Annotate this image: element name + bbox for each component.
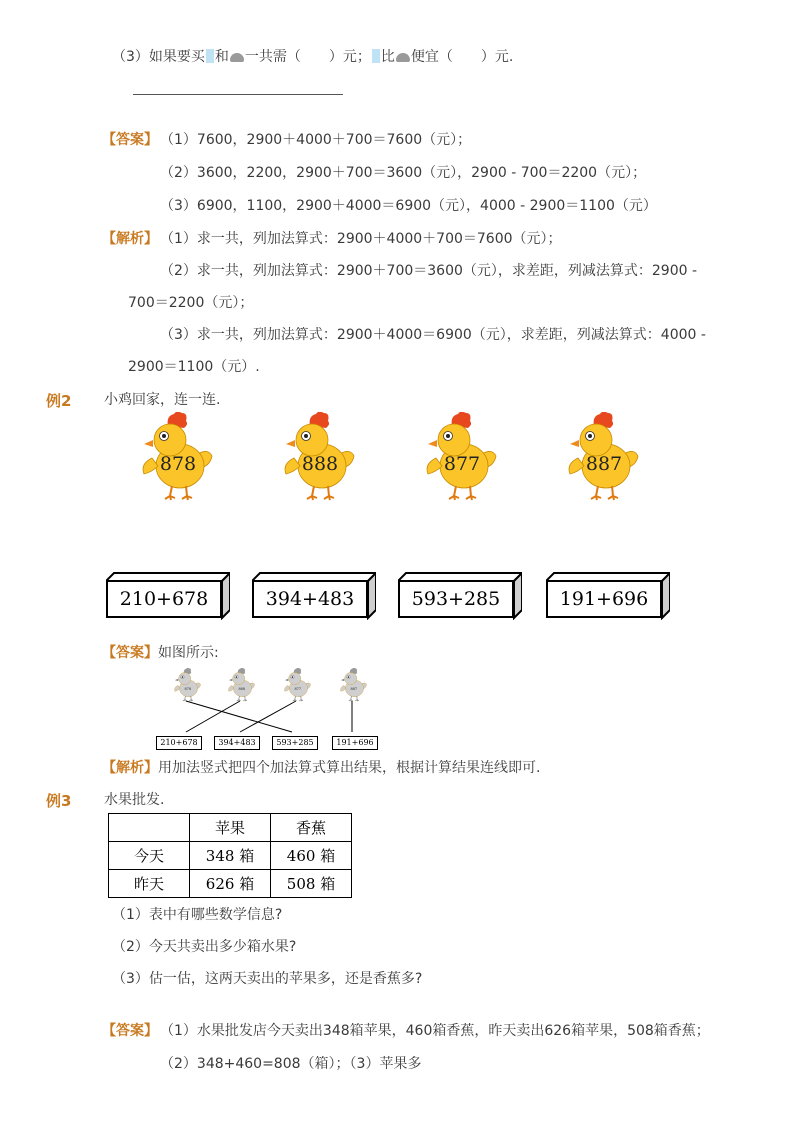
chick-number: 888 bbox=[238, 686, 245, 691]
mini-chick-888 bbox=[226, 668, 256, 702]
chick-pupil bbox=[588, 434, 592, 438]
answer3-label: 【答案】 bbox=[102, 1023, 158, 1039]
chick-leg bbox=[237, 696, 241, 701]
chick-head bbox=[289, 673, 301, 685]
table-cell: 460 箱 bbox=[271, 842, 352, 870]
table-row bbox=[109, 842, 352, 870]
chick-pupil bbox=[292, 676, 294, 678]
box-expression: 394+483 bbox=[252, 580, 368, 618]
chick-head bbox=[154, 424, 186, 456]
box-expression: 191+696 bbox=[546, 580, 662, 618]
chick-wing bbox=[341, 685, 347, 691]
chick-number: 878 bbox=[184, 686, 191, 691]
item-a-icon bbox=[206, 49, 214, 63]
chick-beak bbox=[285, 679, 288, 682]
chick-head bbox=[233, 673, 245, 685]
chick-pupil bbox=[446, 434, 450, 438]
analysis1-line-1: （1）求一共，列加法算式：2900＋4000＋700＝7600（元）； bbox=[160, 231, 562, 247]
chick-wing bbox=[175, 685, 181, 691]
house-box-3[interactable] bbox=[398, 572, 518, 618]
house-box-4[interactable] bbox=[546, 572, 666, 618]
chick-beak bbox=[286, 440, 295, 447]
example-3-label: 例3 bbox=[46, 792, 72, 810]
analysis2-text: 用加法竖式把四个加法算式算出结果，根据计算结果连线即可. bbox=[158, 760, 541, 776]
chick-pupil bbox=[236, 676, 238, 678]
answer3-line-1: （1）水果批发店今天卖出348箱苹果，460箱香蕉，昨天卖出626箱苹果，508箱香蕉； bbox=[160, 1023, 710, 1039]
connector-877 bbox=[240, 701, 296, 732]
chick-head bbox=[345, 673, 357, 685]
table-cell: 今天 bbox=[109, 842, 190, 870]
answer3-line-2: （2）348+460=808（箱）；（3）苹果多 bbox=[160, 1056, 422, 1072]
q3-question: （3）如果要买 和 一共需（ ）元； 比 便宜（ ）元. bbox=[112, 49, 514, 65]
chick-wing bbox=[143, 458, 158, 474]
mini-box-3: 593+285 bbox=[272, 736, 318, 750]
chick-leg bbox=[591, 486, 601, 500]
chick-beak bbox=[341, 679, 344, 682]
chick-pupil bbox=[162, 434, 166, 438]
chick-leg bbox=[165, 486, 175, 500]
chick-number: 877 bbox=[443, 453, 481, 475]
table-header-apple: 苹果 bbox=[190, 814, 271, 842]
analysis1-line-3: 700＝2200（元）； bbox=[128, 295, 254, 311]
house-box-1[interactable] bbox=[106, 572, 226, 618]
answer1-line-3: （3）6900，1100，2900＋4000＝6900（元），4000 - 2900＝1100（元） bbox=[160, 198, 657, 214]
table-header-row bbox=[109, 814, 352, 842]
chick-pupil bbox=[348, 676, 350, 678]
chick-wing bbox=[569, 458, 584, 474]
chick-878[interactable] bbox=[138, 412, 214, 502]
example3-question-2: （2）今天共卖出多少箱水果? bbox=[112, 939, 297, 955]
analysis2-label: 【解析】 bbox=[102, 760, 158, 776]
chick-877[interactable] bbox=[422, 412, 498, 502]
mini-box-4: 191+696 bbox=[332, 736, 378, 750]
chick-number: 878 bbox=[159, 453, 197, 475]
chick-beak bbox=[144, 440, 153, 447]
chick-head bbox=[179, 673, 191, 685]
chick-wing bbox=[285, 458, 300, 474]
box-expression: 210+678 bbox=[106, 580, 222, 618]
chick-head bbox=[580, 424, 612, 456]
analysis1-line-5: 2900＝1100（元）. bbox=[128, 359, 260, 375]
chick-wing bbox=[427, 458, 442, 474]
answer2-text: 如图所示: bbox=[158, 645, 219, 661]
item-b-icon bbox=[396, 53, 410, 62]
example-2-label: 例2 bbox=[46, 392, 72, 410]
chick-head bbox=[296, 424, 328, 456]
chick-beak bbox=[428, 440, 437, 447]
example-3-prompt: 水果批发. bbox=[104, 792, 165, 808]
chick-beak bbox=[570, 440, 579, 447]
mini-chick-877 bbox=[282, 668, 312, 702]
chick-leg bbox=[307, 486, 317, 500]
chick-887[interactable] bbox=[564, 412, 640, 502]
chick-number: 887 bbox=[350, 686, 357, 691]
chick-888[interactable] bbox=[280, 412, 356, 502]
chick-number: 877 bbox=[294, 686, 301, 691]
chick-head bbox=[438, 424, 470, 456]
table-cell: 508 箱 bbox=[271, 870, 352, 898]
chick-leg bbox=[183, 696, 187, 701]
item-b-icon bbox=[230, 53, 244, 62]
chick-number: 887 bbox=[585, 453, 623, 475]
mini-chick-887 bbox=[338, 668, 368, 702]
example-2-prompt: 小鸡回家，连一连. bbox=[104, 392, 221, 408]
table-row bbox=[109, 870, 352, 898]
chick-wing bbox=[285, 685, 291, 691]
mini-box-1: 210+678 bbox=[156, 736, 202, 750]
answer-figure bbox=[150, 664, 390, 754]
answer1-line-2: （2）3600，2200，2900＋700＝3600（元），2900 - 700＝2200（元）； bbox=[160, 165, 647, 181]
table-cell: 626 箱 bbox=[190, 870, 271, 898]
chick-beak bbox=[229, 679, 232, 682]
chick-wing bbox=[229, 685, 235, 691]
table-cell: 348 箱 bbox=[190, 842, 271, 870]
answer2-label: 【答案】 bbox=[102, 645, 158, 661]
table-header-banana: 香蕉 bbox=[271, 814, 352, 842]
answer-label: 【答案】 bbox=[102, 132, 158, 148]
table-cell: 昨天 bbox=[109, 870, 190, 898]
item-a-icon bbox=[372, 49, 380, 63]
chick-leg bbox=[349, 696, 353, 701]
chick-pupil bbox=[182, 676, 184, 678]
analysis-label: 【解析】 bbox=[102, 231, 158, 247]
connector-888 bbox=[186, 701, 240, 732]
chick-leg bbox=[293, 696, 297, 701]
analysis1-line-4: （3）求一共，列加法算式：2900＋4000＝6900（元），求差距，列减法算式：4000 - bbox=[160, 327, 706, 343]
chick-leg bbox=[449, 486, 459, 500]
example3-question-1: （1）表中有哪些数学信息? bbox=[112, 907, 283, 923]
house-box-2[interactable] bbox=[252, 572, 372, 618]
chick-beak bbox=[175, 679, 178, 682]
chick-pupil bbox=[304, 434, 308, 438]
box-expression: 593+285 bbox=[398, 580, 514, 618]
fruit-table bbox=[108, 813, 352, 898]
connector-878 bbox=[186, 701, 292, 732]
mini-chick-878 bbox=[172, 668, 202, 702]
analysis1-line-2: （2）求一共，列加法算式：2900＋700＝3600（元），求差距，列减法算式：2900 - bbox=[160, 263, 698, 279]
example3-question-3: （3）估一估，这两天卖出的苹果多，还是香蕉多? bbox=[112, 971, 423, 987]
mini-box-2: 394+483 bbox=[214, 736, 260, 750]
chick-number: 888 bbox=[301, 453, 339, 475]
answer1-line-1: （1）7600，2900＋4000＋700＝7600（元）； bbox=[160, 132, 472, 148]
table-corner-cell bbox=[109, 814, 190, 842]
answer-blank-line bbox=[133, 94, 343, 95]
